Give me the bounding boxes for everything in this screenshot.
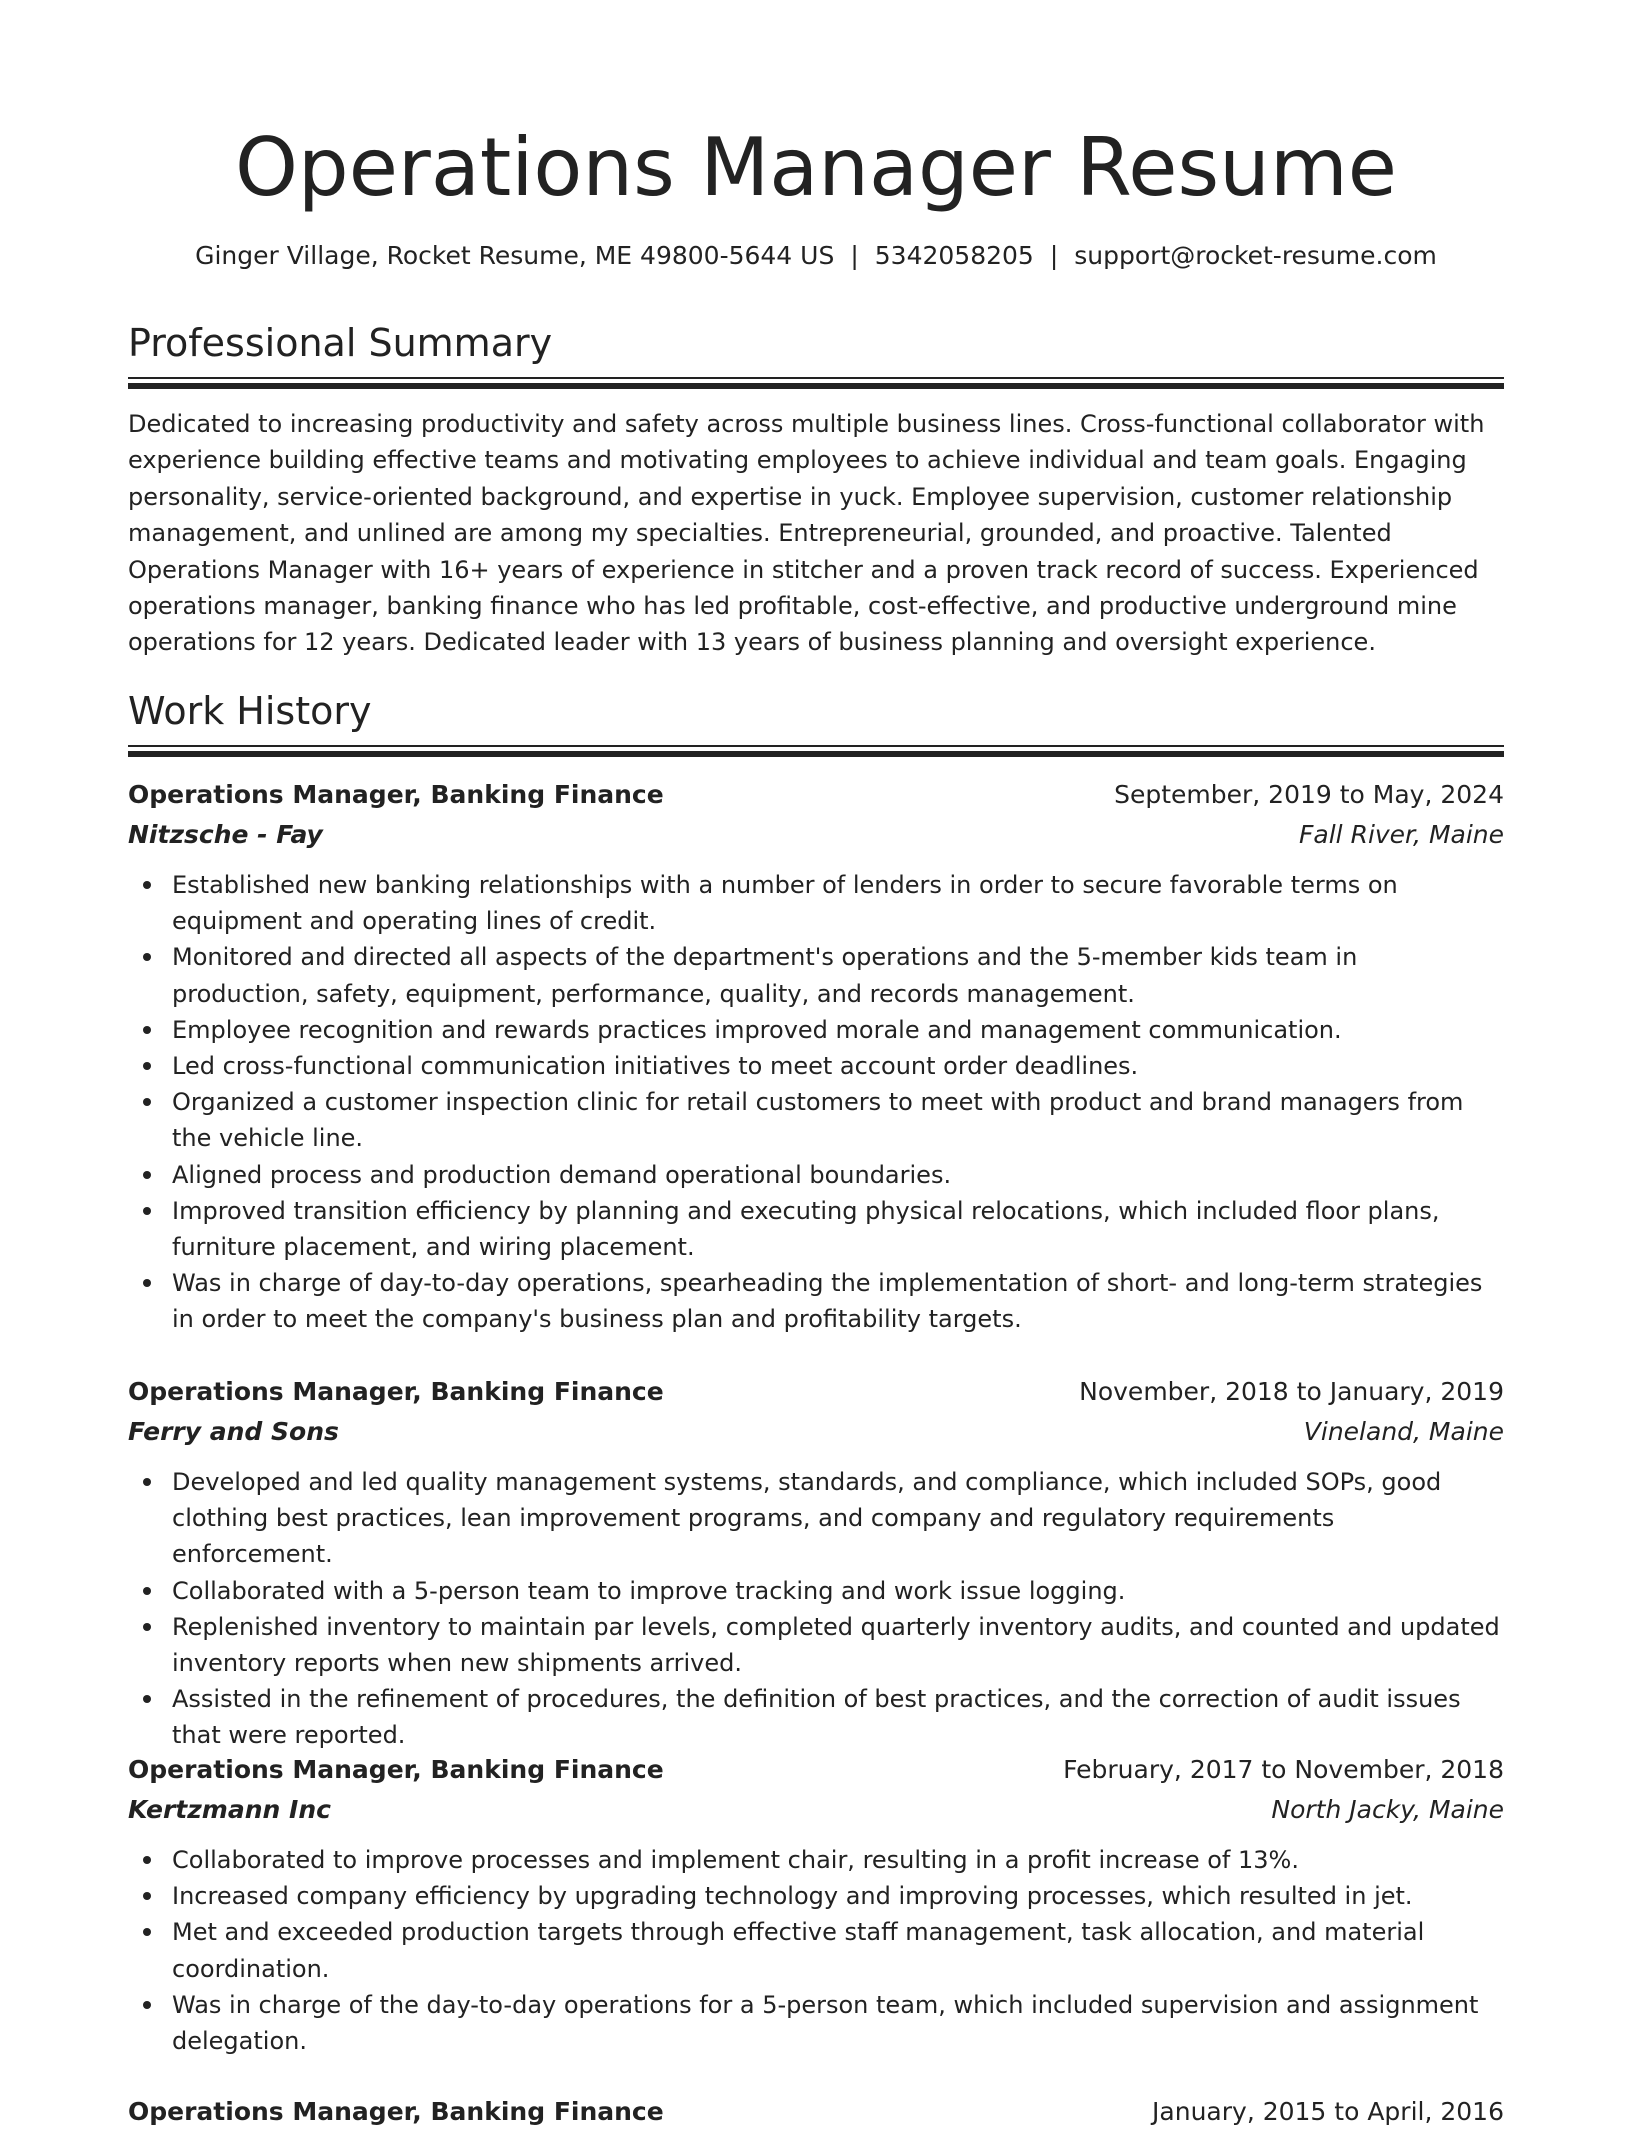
section-divider <box>128 377 1504 379</box>
contact-info <box>128 236 1504 276</box>
job-bullets <box>128 1842 1504 2059</box>
job-title: Operations Manager, Banking Finance <box>128 1755 664 1784</box>
job-title: Operations Manager, Banking Finance <box>128 780 664 809</box>
job-company: Nitzsche - Fay <box>128 820 323 849</box>
job-bullet: Collaborated to improve processes and implement chair, resulting in a profit increase of 13%. <box>172 1842 1504 1878</box>
job-bullet: Monitored and directed all aspects of the department's operations and the 5-member kids team in production, safety, equipment, performance, quality, and records management. <box>172 939 1504 1011</box>
job-location: Fall River, Maine <box>1299 820 1504 849</box>
job-location: North Jacky, Maine <box>1271 1795 1504 1824</box>
summary-text: Dedicated to increasing productivity and safety across multiple business lines. Cross-functional collaborator with experience building effective teams and motivating employees to achieve individual and team goals. Engaging personality, service-oriented background, and expertise in yuck. Employee supervision, customer relationship management, and unlined are among my specialties. Entrepreneurial, grounded, and proactive. Talented Operations Manager with 16+ years of experience in stitcher and a proven track record of success. Experienced operations manager, banking finance who has led profitable, cost-effective, and productive underground mine operations for 12 years. Dedicated leader with 13 years of business planning and oversight experience. <box>128 410 1485 657</box>
job-bullet: Increased company efficiency by upgrading technology and improving processes, which resulted in jet. <box>172 1878 1504 1914</box>
job-entry <box>128 1372 1504 1754</box>
job-entry <box>128 1750 1504 2059</box>
job-dates: November, 2018 to January, 2019 <box>1079 1377 1504 1406</box>
job-location: Vineland, Maine <box>1303 1417 1504 1446</box>
job-bullet: Collaborated with a 5-person team to improve tracking and work issue logging. <box>172 1573 1504 1609</box>
job-entry <box>128 2092 1504 2132</box>
job-bullet: Was in charge of day-to-day operations, spearheading the implementation of short- and long-term strategies in order to meet the company's business plan and profitability targets. <box>172 1265 1504 1337</box>
document-title: Operations Manager Resume <box>234 121 1398 214</box>
job-bullets <box>128 867 1504 1338</box>
job-company: Ferry and Sons <box>128 1417 339 1446</box>
job-bullet: Was in charge of the day-to-day operations for a 5-person team, which included supervision and assignment delegation. <box>172 1987 1504 2059</box>
contact-phone: 5342058205 <box>874 241 1034 270</box>
job-bullet: Replenished inventory to maintain par levels, completed quarterly inventory audits, and counted and updated inventory reports when new shipments arrived. <box>172 1609 1504 1681</box>
job-bullets <box>128 1464 1504 1754</box>
job-company: Kertzmann Inc <box>128 1795 331 1824</box>
job-bullet: Assisted in the refinement of procedures, the definition of best practices, and the correction of audit issues that were reported. <box>172 1681 1504 1753</box>
job-bullet: Established new banking relationships with a number of lenders in order to secure favorable terms on equipment and operating lines of credit. <box>172 867 1504 939</box>
section-divider <box>128 751 1504 757</box>
job-bullet: Organized a customer inspection clinic for retail customers to meet with product and brand managers from the vehicle line. <box>172 1084 1504 1156</box>
job-title: Operations Manager, Banking Finance <box>128 1377 664 1406</box>
section-divider <box>128 383 1504 389</box>
job-bullet: Developed and led quality management systems, standards, and compliance, which included SOPs, good clothing best practices, lean improvement programs, and company and regulatory requirements enforcement. <box>172 1464 1504 1573</box>
job-bullet: Improved transition efficiency by planning and executing physical relocations, which included floor plans, furniture placement, and wiring placement. <box>172 1193 1504 1265</box>
job-title: Operations Manager, Banking Finance <box>128 2097 664 2126</box>
job-bullet: Met and exceeded production targets through effective staff management, task allocation, and material coordination. <box>172 1914 1504 1986</box>
contact-address: Ginger Village, Rocket Resume, ME 49800-5644 US <box>195 241 835 270</box>
job-entry <box>128 775 1504 1338</box>
contact-separator: | <box>1049 241 1059 270</box>
contact-email[interactable]: support@rocket-resume.com <box>1074 241 1437 270</box>
section-divider <box>128 745 1504 747</box>
job-bullet: Led cross-functional communication initiatives to meet account order deadlines. <box>172 1048 1504 1084</box>
job-dates: September, 2019 to May, 2024 <box>1114 780 1504 809</box>
job-bullet: Employee recognition and rewards practices improved morale and management communication. <box>172 1012 1504 1048</box>
job-bullet: Aligned process and production demand operational boundaries. <box>172 1157 1504 1193</box>
job-dates: February, 2017 to November, 2018 <box>1063 1755 1504 1784</box>
contact-separator: | <box>850 241 859 270</box>
job-dates: January, 2015 to April, 2016 <box>1152 2097 1504 2126</box>
summary-heading: Professional Summary <box>128 321 553 365</box>
work-history-heading: Work History <box>128 689 372 733</box>
